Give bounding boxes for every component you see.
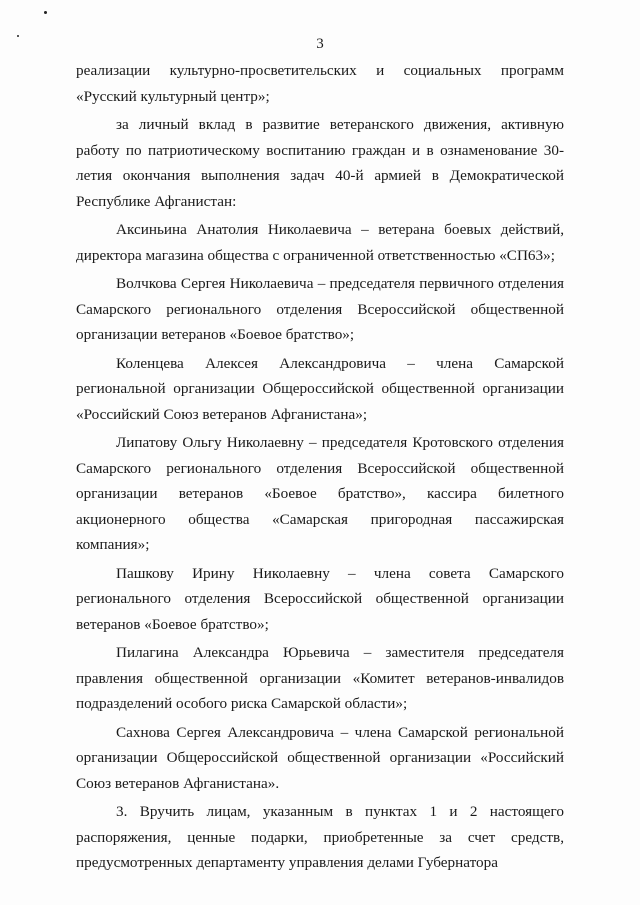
paragraph-continuation: реализации культурно-просветительских и социальных программ «Русский культурный центр»; xyxy=(76,62,564,105)
paragraph-awardee: Сахнова Сергея Александровича – члена Самарской региональной организации Общероссийской общественной организации «Российский Союз ветеранов Афганистана». xyxy=(76,723,564,792)
paragraph-awardee: Аксиньина Анатолия Николаевича – ветерана боевых действий, директора магазина общества с ограниченной ответственностью «СП63»; xyxy=(76,221,564,264)
paragraph-awardee: Пилагина Александра Юрьевича – заместителя председателя правления общественной организации «Комитет ветеранов-инвалидов подразделений особого риска Самарской области»; xyxy=(76,644,564,712)
paragraph-awardee: Липатову Ольгу Николаевну – председателя Кротовского отделения Самарского регионального отделения Всероссийской общественной организации ветеранов «Боевое братство», кассира билетного акционерного общества «Самарская пригородная пассажирская компания»; xyxy=(76,434,564,553)
page-number: 3 xyxy=(316,36,324,52)
paragraph-awardee: Пашкову Ирину Николаевну – члена совета Самарского регионального отделения Всероссийской общественной организации ветеранов «Боевое братство»; xyxy=(76,564,564,633)
scan-speck-mark xyxy=(44,11,47,14)
paragraph-awardee: Коленцева Алексея Александровича – члена Самарской региональной организации Общероссийской общественной организации «Российский Союз ветеранов Афганистана»; xyxy=(76,354,564,423)
paragraph-award-reason: за личный вклад в развитие ветеранского движения, активную работу по патриотическому воспитанию граждан и в ознаменование 30-летия окончания выполнения задач 40-й армией в Демократической Республике Афганистан: xyxy=(76,116,564,210)
paragraph-awardee: Волчкова Сергея Николаевича – председателя первичного отделения Самарского регионального отделения Всероссийской общественной организации ветеранов «Боевое братство»; xyxy=(76,275,564,343)
paragraph-item-3: 3. Вручить лицам, указанным в пунктах 1 и 2 настоящего распоряжения, ценные подарки, приобретенные за счет средств, предусмотренных департаменту управления делами Губернатора xyxy=(76,803,564,871)
document-body xyxy=(76,58,564,879)
